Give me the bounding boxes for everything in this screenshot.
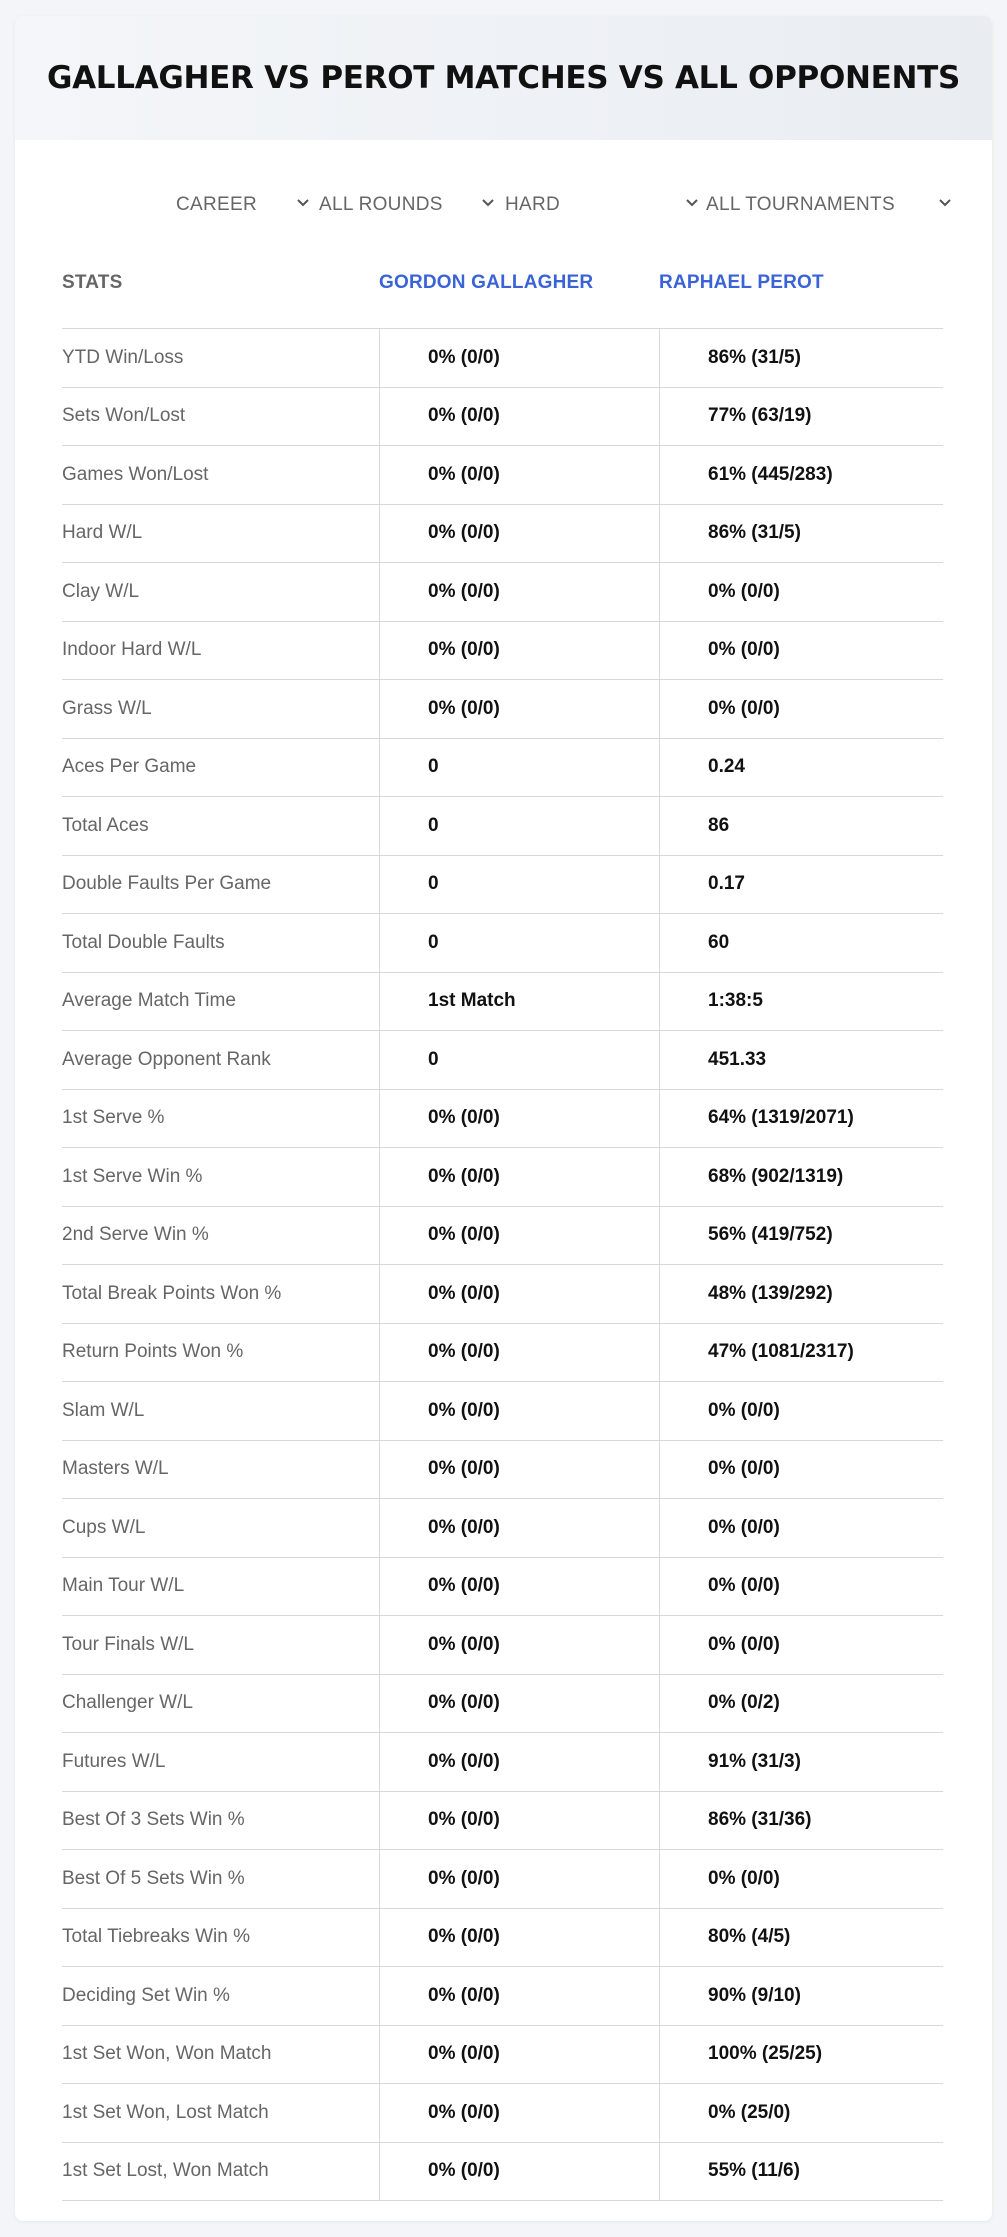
- player2-value: 0% (0/2): [659, 1675, 943, 1733]
- player2-value: 86% (31/36): [659, 1792, 943, 1850]
- stat-label: Masters W/L: [62, 1458, 169, 1480]
- player1-value: 0% (0/0): [379, 1675, 659, 1733]
- player2-value: 0% (0/0): [659, 563, 943, 621]
- chevron-down-icon: [481, 195, 495, 209]
- player1-value: 0% (0/0): [379, 1090, 659, 1148]
- player2-value: 60: [659, 914, 943, 972]
- player2-value: 55% (11/6): [659, 2143, 943, 2201]
- table-row: [62, 1441, 943, 1500]
- stat-label: Challenger W/L: [62, 1692, 193, 1714]
- stats-table: [62, 246, 943, 2201]
- stat-label: Return Points Won %: [62, 1341, 244, 1363]
- stat-label: Cups W/L: [62, 1516, 146, 1538]
- table-row: [62, 505, 943, 564]
- player1-value: 0% (0/0): [379, 1148, 659, 1206]
- player1-value: 0: [379, 1031, 659, 1089]
- player1-value: 0% (0/0): [379, 1850, 659, 1908]
- player1-value: 0% (0/0): [379, 2026, 659, 2084]
- player1-value: 0% (0/0): [379, 446, 659, 504]
- player2-value: 0% (0/0): [659, 1382, 943, 1440]
- stat-label: Main Tour W/L: [62, 1575, 185, 1597]
- player2-value: 64% (1319/2071): [659, 1090, 943, 1148]
- column-header-player2[interactable]: RAPHAEL PEROT: [659, 272, 824, 293]
- player2-value: 86: [659, 797, 943, 855]
- player1-value: 0% (0/0): [379, 388, 659, 446]
- player2-value: 86% (31/5): [659, 329, 943, 387]
- table-row: [62, 1090, 943, 1149]
- player2-value: 68% (902/1319): [659, 1148, 943, 1206]
- table-row: [62, 856, 943, 915]
- player2-value: 48% (139/292): [659, 1265, 943, 1323]
- stat-label: 1st Set Won, Won Match: [62, 2043, 272, 2065]
- player2-value: 0.17: [659, 856, 943, 914]
- stat-label: Deciding Set Win %: [62, 1984, 230, 2006]
- player2-value: 0% (0/0): [659, 1616, 943, 1674]
- table-row: [62, 1558, 943, 1617]
- table-body: [62, 329, 943, 2201]
- table-row: [62, 329, 943, 388]
- stat-label: 1st Serve Win %: [62, 1165, 203, 1187]
- table-row: [62, 1733, 943, 1792]
- player2-value: 0.24: [659, 739, 943, 797]
- player2-value: 91% (31/3): [659, 1733, 943, 1791]
- table-row: [62, 680, 943, 739]
- stat-label: Double Faults Per Game: [62, 873, 272, 895]
- player2-value: 56% (419/752): [659, 1207, 943, 1265]
- player2-value: 47% (1081/2317): [659, 1324, 943, 1382]
- filter-career-select[interactable]: [176, 185, 314, 225]
- player2-value: 0% (0/0): [659, 1441, 943, 1499]
- table-row: [62, 1499, 943, 1558]
- player2-value: 77% (63/19): [659, 388, 943, 446]
- filter-label: CAREER: [176, 194, 257, 215]
- filter-label: HARD: [505, 194, 561, 215]
- table-row: [62, 973, 943, 1032]
- table-row: [62, 1031, 943, 1090]
- table-row: [62, 1148, 943, 1207]
- player2-value: 61% (445/283): [659, 446, 943, 504]
- player1-value: 0: [379, 856, 659, 914]
- player1-value: 0% (0/0): [379, 1265, 659, 1323]
- table-row: [62, 2084, 943, 2143]
- stat-label: Total Aces: [62, 814, 149, 836]
- table-row: [62, 739, 943, 798]
- player1-value: 1st Match: [379, 973, 659, 1031]
- stat-label: Slam W/L: [62, 1399, 145, 1421]
- column-header-stats: STATS: [62, 272, 123, 293]
- filter-bar: [15, 185, 992, 225]
- filter-rounds-select[interactable]: [319, 185, 499, 225]
- table-row: [62, 2026, 943, 2085]
- stat-label: YTD Win/Loss: [62, 346, 184, 368]
- stats-card: [15, 16, 992, 2221]
- stat-label: Best Of 3 Sets Win %: [62, 1809, 245, 1831]
- chevron-down-icon: [685, 195, 699, 209]
- table-row: [62, 797, 943, 856]
- stat-label: Grass W/L: [62, 697, 152, 719]
- player1-value: 0% (0/0): [379, 1616, 659, 1674]
- player1-value: 0% (0/0): [379, 1733, 659, 1791]
- player1-value: 0: [379, 739, 659, 797]
- chevron-down-icon: [296, 195, 310, 209]
- stat-label: Games Won/Lost: [62, 463, 209, 485]
- player1-value: 0% (0/0): [379, 1967, 659, 2025]
- table-row: [62, 446, 943, 505]
- player2-value: 451.33: [659, 1031, 943, 1089]
- table-row: [62, 1967, 943, 2026]
- stat-label: Aces Per Game: [62, 756, 197, 778]
- player1-value: 0% (0/0): [379, 1441, 659, 1499]
- player1-value: 0% (0/0): [379, 1499, 659, 1557]
- stat-label: Total Break Points Won %: [62, 1282, 282, 1304]
- stat-label: 2nd Serve Win %: [62, 1224, 209, 1246]
- stat-label: Total Tiebreaks Win %: [62, 1926, 250, 1948]
- stat-label: Futures W/L: [62, 1750, 166, 1772]
- table-header: [62, 246, 943, 329]
- player1-value: 0% (0/0): [379, 2143, 659, 2201]
- table-row: [62, 914, 943, 973]
- player1-value: 0% (0/0): [379, 1558, 659, 1616]
- table-row: [62, 1792, 943, 1851]
- stat-label: 1st Set Won, Lost Match: [62, 2101, 269, 2123]
- table-row: [62, 1675, 943, 1734]
- table-row: [62, 563, 943, 622]
- page-title: GALLAGHER VS PEROT MATCHES VS ALL OPPONENTS: [46, 60, 961, 96]
- table-row: [62, 622, 943, 681]
- table-row: [62, 2143, 943, 2202]
- player1-value: 0% (0/0): [379, 1382, 659, 1440]
- table-row: [62, 1265, 943, 1324]
- stat-label: Total Double Faults: [62, 931, 225, 953]
- stat-label: Average Match Time: [62, 990, 236, 1012]
- player2-value: 86% (31/5): [659, 505, 943, 563]
- player2-value: 100% (25/25): [659, 2026, 943, 2084]
- player1-value: 0% (0/0): [379, 563, 659, 621]
- stat-label: Indoor Hard W/L: [62, 639, 202, 661]
- stat-label: Hard W/L: [62, 522, 143, 544]
- player1-value: 0% (0/0): [379, 329, 659, 387]
- player2-value: 0% (25/0): [659, 2084, 943, 2142]
- stat-label: 1st Serve %: [62, 1107, 165, 1129]
- player2-value: 0% (0/0): [659, 622, 943, 680]
- stat-label: Tour Finals W/L: [62, 1633, 194, 1655]
- player2-value: 0% (0/0): [659, 1558, 943, 1616]
- player1-value: 0: [379, 914, 659, 972]
- player1-value: 0% (0/0): [379, 622, 659, 680]
- card-header: [15, 16, 992, 140]
- table-row: [62, 1616, 943, 1675]
- player2-value: 0% (0/0): [659, 1499, 943, 1557]
- table-row: [62, 1207, 943, 1266]
- stat-label: Average Opponent Rank: [62, 1048, 271, 1070]
- table-row: [62, 1909, 943, 1968]
- filter-tournaments-select[interactable]: [706, 185, 962, 225]
- player2-value: 1:38:5: [659, 973, 943, 1031]
- player2-value: 0% (0/0): [659, 680, 943, 738]
- stat-label: Best Of 5 Sets Win %: [62, 1867, 245, 1889]
- player1-value: 0: [379, 797, 659, 855]
- table-row: [62, 1382, 943, 1441]
- filter-label: ALL ROUNDS: [319, 194, 443, 215]
- filter-surface-select[interactable]: [505, 185, 703, 225]
- player2-value: 90% (9/10): [659, 1967, 943, 2025]
- player1-value: 0% (0/0): [379, 1792, 659, 1850]
- filter-label: ALL TOURNAMENTS: [706, 194, 895, 215]
- player2-value: 0% (0/0): [659, 1850, 943, 1908]
- player1-value: 0% (0/0): [379, 1909, 659, 1967]
- table-row: [62, 388, 943, 447]
- player2-value: 80% (4/5): [659, 1909, 943, 1967]
- chevron-down-icon: [938, 195, 952, 209]
- table-row: [62, 1324, 943, 1383]
- stat-label: Sets Won/Lost: [62, 405, 186, 427]
- column-header-player1[interactable]: GORDON GALLAGHER: [379, 272, 594, 293]
- player1-value: 0% (0/0): [379, 1207, 659, 1265]
- player1-value: 0% (0/0): [379, 505, 659, 563]
- stat-label: 1st Set Lost, Won Match: [62, 2160, 269, 2182]
- stat-label: Clay W/L: [62, 580, 140, 602]
- player1-value: 0% (0/0): [379, 1324, 659, 1382]
- player1-value: 0% (0/0): [379, 2084, 659, 2142]
- table-row: [62, 1850, 943, 1909]
- player1-value: 0% (0/0): [379, 680, 659, 738]
